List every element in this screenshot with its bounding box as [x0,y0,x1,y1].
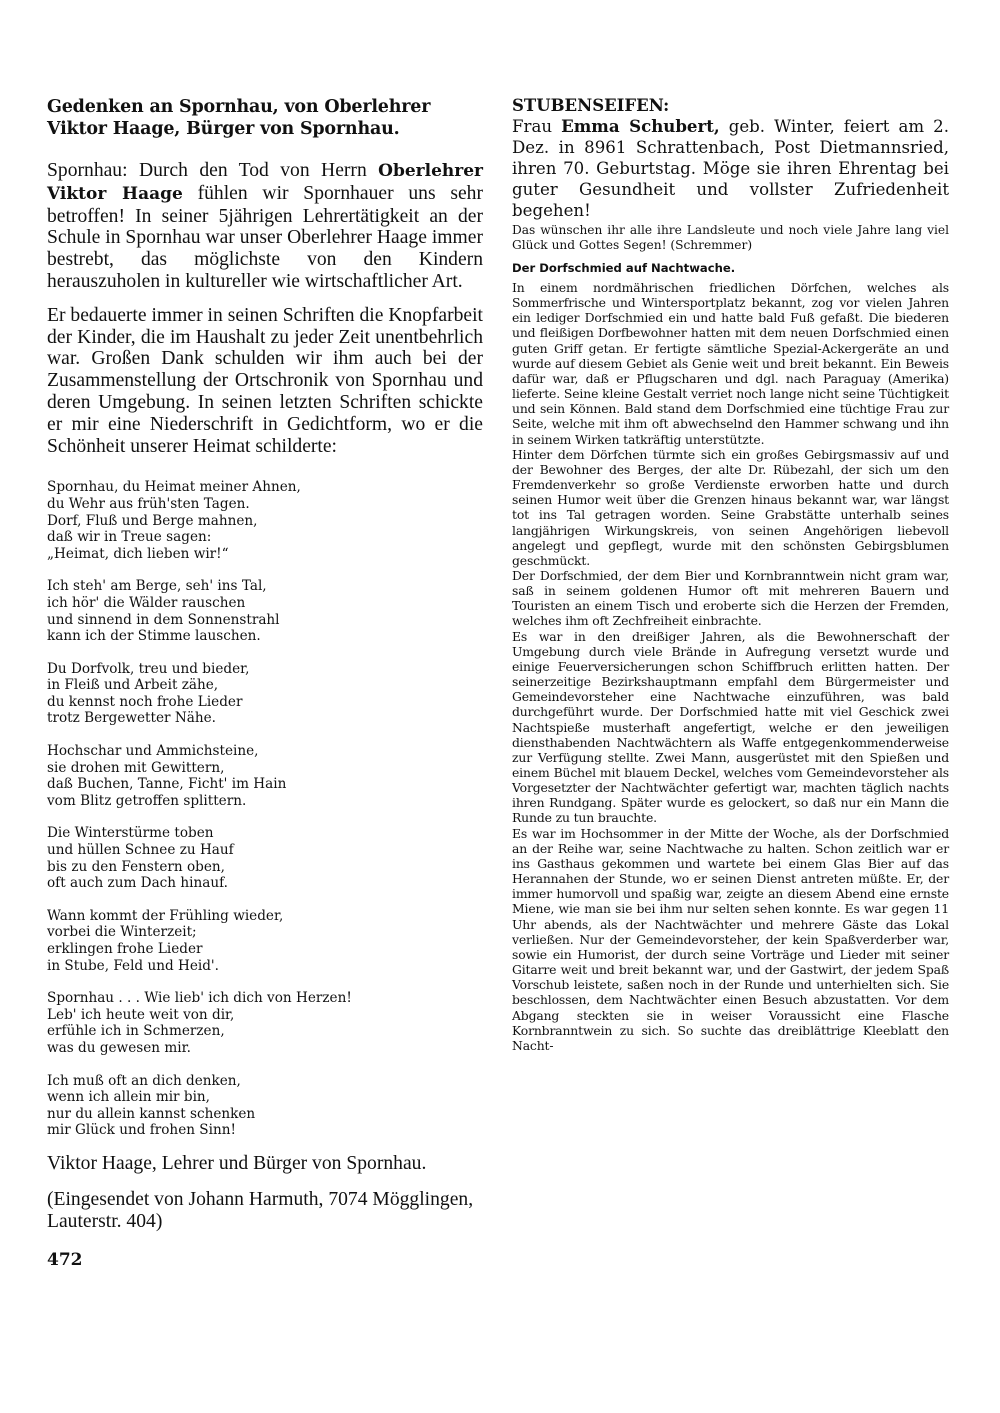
poem-line: trotz Bergewetter Nähe. [47,710,216,727]
poem-stanza [47,743,483,809]
poem-stanza [47,908,483,974]
poem-line: vom Blitz getroffen splittern. [47,792,247,809]
p1-bold-name: Oberlehrer Viktor Haage [47,161,483,204]
sent-by-note: (Eingesendet von Johann Harmuth, 7074 Mögglingen, Lauterstr. 404) [47,1188,474,1232]
poem-line: vorbei die Winterzeit; [47,924,197,941]
poem-line: Die Winterstürme toben [47,825,214,842]
poem-line: Hochschar und Ammichsteine, [47,743,259,760]
article-paragraph-2: Er bedauerte immer in seinen Schriften die Knopfarbeit der Kinder, die im Haushalt zu jeder Zeit unentbehrlich war. Großen Dank schulden wir ihm auch bei der Zusammenstellung der Ortschronik von Spornhau und deren Umgebung. In seinen letzten Schriften schickte er mir eine Niederschrift in Gedichtform, wo er die Schönheit unserer Heimat schilderte: [47,304,483,457]
poem-line: bis zu den Fenstern oben, [47,858,225,875]
intro-end: geb. Winter, feiert am 2. Dez. in 8961 Schrattenbach, Post Dietmannsried, ihren 70. Geburtstag. Möge sie ihren Ehrentag bei guter Gesundheit und vollster Zufriedenheit begehen! [512,117,949,220]
p1-end: fühlen wir Spornhauer uns sehr betroffen! In seiner 5jährigen Lehrertätigkeit an der Schule in Spornhau war unser Oberlehrer Haage immer bestrebt, das möglichste von den Kindern herauszuholen in kultureller wie wirtschaftlicher Art. [47,182,483,292]
poem-line: Leb' ich heute weit von dir, [47,1006,235,1023]
article-title: Gedenken an Spornhau, von Oberlehrer Viktor Haage, Bürger von Spornhau. [47,97,431,139]
poem-stanza [47,1073,483,1139]
page-number: 472 [47,1250,83,1271]
poem-line: ich hör' die Wälder rauschen [47,594,246,611]
poem-line: Ich steh' am Berge, seh' ins Tal, [47,578,267,595]
intro-start: Frau [512,117,562,136]
story-paragraph: In einem nordmährischen friedlichen Dörfchen, welches als Sommerfrische und Wintersportplatz bekannt, zog vor vielen Jahren ein lediger Dorfschmied ein und hatte bald Fuß gefaßt. Die biederen und fleißigen Dorfbewohner hatten mit dem neuen Dorfschmied einen guten Griff getan. Er fertigte sämtliche Spezial-Ackergeräte an und wurde auf diesem Gebiet als Genie weit und breit bekannt. Ein Beweis dafür war, daß er Pflugscharen und dgl. nach Paraguay (Amerika) lieferte. Seine kleine Gestalt verriet noch lange nicht seine Tüchtigkeit und sein Können. Bald stand dem Dorfschmied eine tüchtige Frau zur Seite, welche mit ihm oft abwechselnd den Hammer schwang und ihn in seinem Wirken tatkräftig unterstützte. [512,280,949,447]
birthday-notice [512,116,949,221]
story-paragraph: Hinter dem Dörfchen türmte sich ein großes Gebirgsmassiv auf und der Bewohner des Berges, der alte Dr. Rübezahl, der sich um den Fremdenverkehr so große Verdienste erworben hatte und durch seinen Humor weit über die Grenzen hinaus bekannt war, war längst tot ins Tal getragen worden. Seine Grabstätte unterhalb seines langjährigen Wirkungskreis, von seinen Angehörigen liebevoll angelegt und gepflegt, wurde mit den schönsten Gebirgsblumen geschmückt. [512,446,949,568]
poem-line: oft auch zum Dach hinauf. [47,875,228,892]
poem-stanza [47,825,483,891]
story-paragraph: Es war in den dreißiger Jahren, als die Bewohnerschaft der Umgebung durch viele Brände in Aufregung versetzt wurde und einige Feuerversicherungen schon Schiffbruch erlitten hatten. Der seinerzeitige Bezirkshauptmann empfahl dem Bürgermeister und Gemeindevorsteher eine Nachtwache einzuführen, was bald durchgeführt wurde. Der Dorfschmied hatte mit viel Geschick zwei Nachtspieße musterhaft angefertigt, welche er den jeweiligen diensthabenden Nachtwächtern als Waffe entgegenkommenderweise zur Verfügung stellte. Zwei Mann, ausgerüstet mit den Spießen und einem Büchel mit blauem Deckel, welches vom Gemeindevorsteher als Vorgesetzter der Nachtwächter gefertigt war, machten täglich nachts ihren Rundgang. Später wurde es gelockert, so daß nur ein Mann die Runde zu tun brauchte. [512,628,949,826]
poem-line: daß Buchen, Tanne, Ficht' im Hain [47,776,287,793]
poem-line: du kennst noch frohe Lieder [47,693,243,710]
poem-line: Dorf, Fluß und Berge mahnen, [47,512,258,529]
poem-line: daß wir in Treue sagen: [47,529,212,546]
poem-line: was du gewesen mir. [47,1039,191,1056]
poem-line: Spornhau . . . Wie lieb' ich dich von Herzen! [47,990,352,1007]
poem-line: sie drohen mit Gewittern, [47,759,225,776]
poem-line: du Wehr aus früh'sten Tagen. [47,495,250,512]
poem-line: und sinnend in dem Sonnenstrahl [47,611,280,628]
story-title: Der Dorfschmied auf Nachtwache. [512,261,736,275]
section-heading: STUBENSEIFEN: [512,96,670,115]
poem-stanza [47,990,483,1056]
left-column [47,96,483,1270]
poem-stanza [47,661,483,727]
poem-line: Ich muß oft an dich denken, [47,1072,241,1089]
poem-line: nur du allein kannst schenken [47,1105,256,1122]
poem [47,479,483,1139]
poem-line: erfühle ich in Schmerzen, [47,1023,225,1040]
p1-start: Spornhau: Durch den Tod von Herrn [47,160,379,181]
poem-line: „Heimat, dich lieben wir!“ [47,545,229,562]
story-body [512,280,949,1053]
poem-line: kann ich der Stimme lauschen. [47,628,261,645]
right-column [512,96,949,1053]
poem-line: wenn ich allein mir bin, [47,1089,210,1106]
poem-line: in Fleiß und Arbeit zähe, [47,677,219,694]
poem-stanza [47,479,483,562]
poem-line: Du Dorfvolk, treu und bieder, [47,660,250,677]
poem-line: Wann kommt der Frühling wieder, [47,907,284,924]
poem-stanza [47,578,483,644]
story-paragraph: Der Dorfschmied, der dem Bier und Kornbranntwein nicht gram war, saß in seinem goldenen Humor oft mit mehreren Bauern und Touristen an einem Tisch und eroberte sich die Herzen der Fremden, welches ihm oft Zechfreiheit einbrachte. [512,567,949,629]
intro-bold-name: Emma Schubert, [561,116,720,136]
poem-line: erklingen frohe Lieder [47,941,203,958]
signature: Viktor Haage, Lehrer und Bürger von Spornhau. [47,1152,427,1174]
article-paragraph-1 [47,160,483,293]
birthday-wish: Das wünschen ihr alle ihre Landsleute und noch viele Jahre lang viel Glück und Gottes Segen! (Schremmer) [512,223,949,252]
poem-line: in Stube, Feld und Heid'. [47,957,219,974]
poem-line: Spornhau, du Heimat meiner Ahnen, [47,479,301,496]
poem-line: und hüllen Schnee zu Hauf [47,842,234,859]
story-paragraph: Es war im Hochsommer in der Mitte der Woche, als der Dorfschmied an der Reihe war, seine Nachtwache zu halten. Schon zeitlich war er ins Gasthaus gekommen und wartete bei einem Glas Bier auf das Herannahen der Stunde, wo er seinen Dienst antreten müßte. Er, der immer humorvoll und spaßig war, zeigte an diesem Abend eine ernste Miene, wie man sie bei ihm nur selten sehen konnte. Es war gegen 11 Uhr abends, als der Nachtwächter und mehrere Gäste das Lokal verließen. Nur der Gemeindevorsteher, der kein Spaßverderber war, sowie ein Humorist, der durch seine Vorträge und Lieder mit seiner Gitarre weit und breit bekannt war, und der Gastwirt, der jedem Spaß Vorschub leistete, saßen noch in der Runde und unterhielten sich. Sie beschlossen, dem Nachtwächter einen Besuch abzustatten. Vor dem Abgang steckten sie in weiser Voraussicht eine Flasche Kornbranntwein zu sich. So suchte das dreiblättrige Kleeblatt den Nacht- [512,825,949,1053]
poem-line: mir Glück und frohen Sinn! [47,1122,236,1139]
